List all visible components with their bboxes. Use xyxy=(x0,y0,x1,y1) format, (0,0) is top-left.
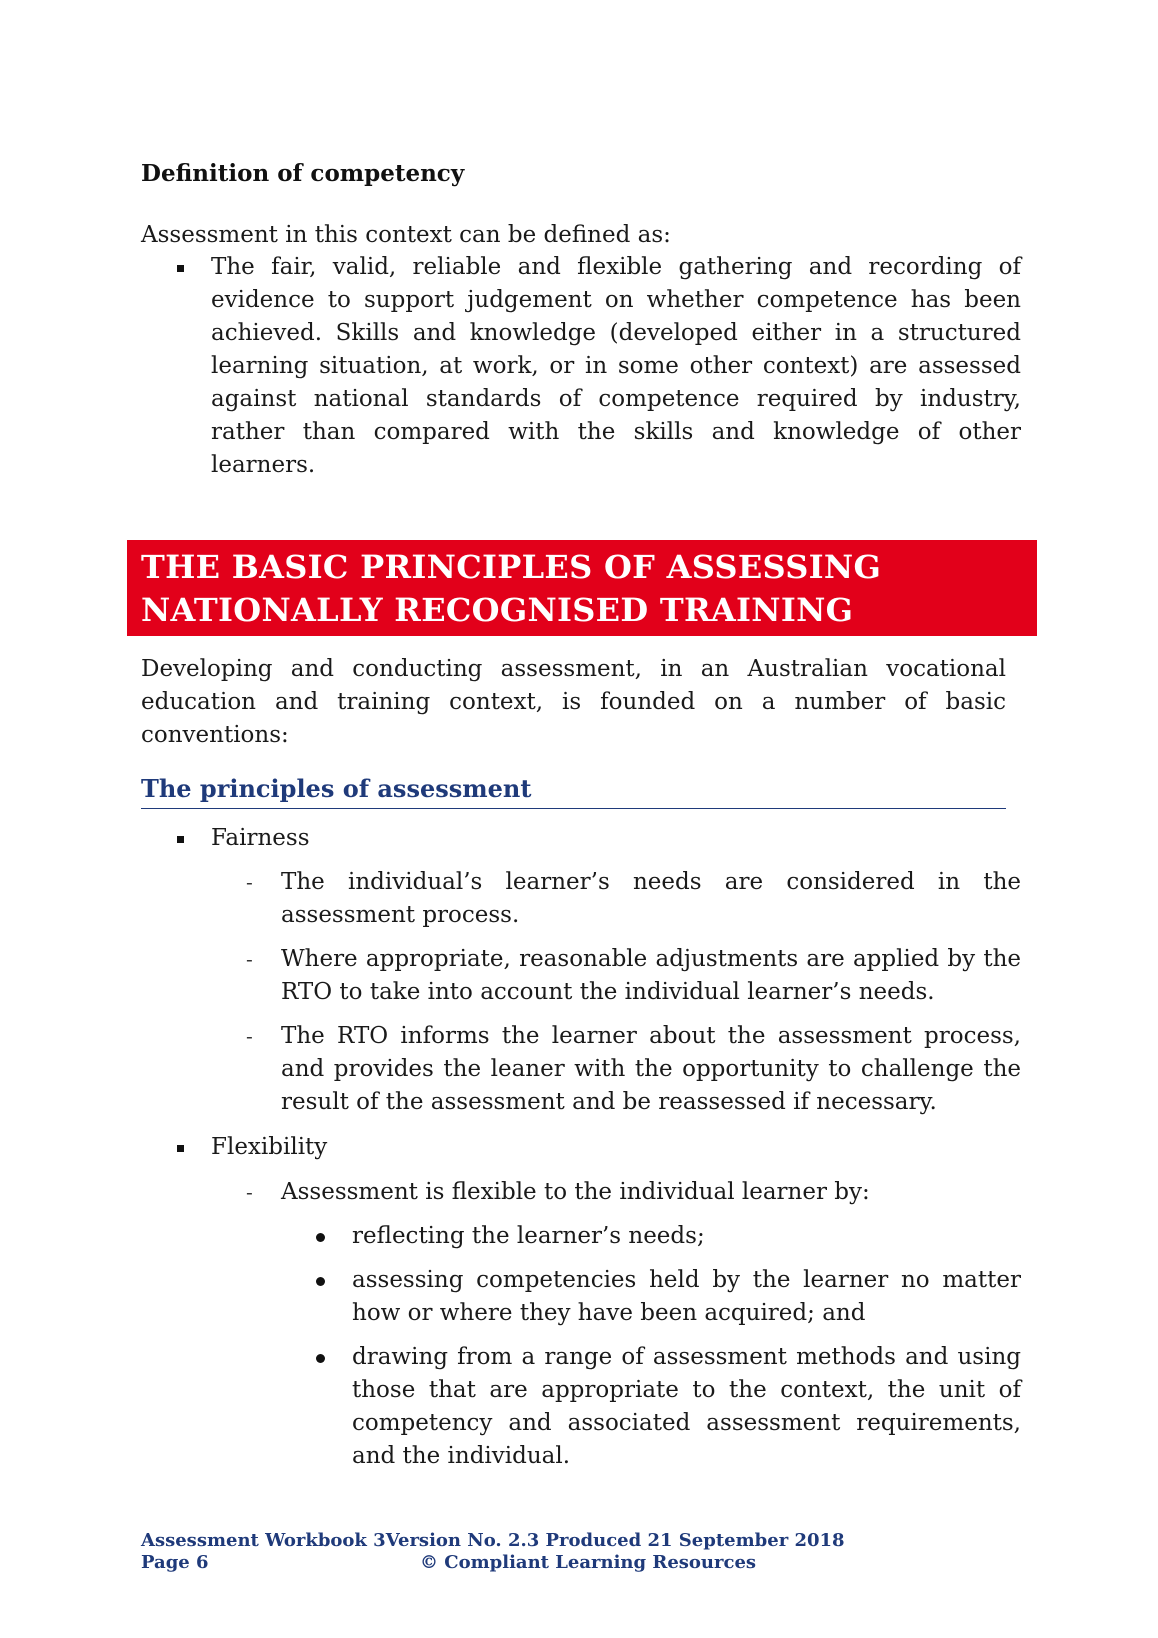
square-bullet-icon xyxy=(177,1145,184,1152)
square-bullet-icon xyxy=(177,265,184,272)
fairness-point-1-text: The individual’s learner’s needs are considered in the assessment process. xyxy=(281,869,1021,928)
fairness-point-2-text: Where appropriate, reasonable adjustments are applied by the RTO to take into account the individual learner’s needs. xyxy=(281,946,1021,1005)
principles-heading: The principles of assessment xyxy=(141,774,1006,809)
page-footer xyxy=(141,1530,845,1574)
banner-title-line-2: NATIONALLY RECOGNISED TRAINING xyxy=(141,591,854,629)
section-banner xyxy=(127,540,1037,636)
square-bullet-icon xyxy=(177,836,184,843)
flexibility-subpoint-1-text: reflecting the learner’s needs; xyxy=(352,1223,705,1249)
banner-title-line-1: THE BASIC PRINCIPLES OF ASSESSING xyxy=(141,548,882,586)
page-number: Page 6 xyxy=(141,1552,209,1573)
fairness-point-3-text: The RTO informs the learner about the assessment process, and provides the leaner with the opportunity to challenge the result of the assessment and be reassessed if necessary. xyxy=(281,1023,1021,1115)
intro-paragraph: Developing and conducting assessment, in an Australian vocational education and training context, is founded on a number of basic conventions: xyxy=(141,656,1006,748)
footer-copyright: © Compliant Learning Resources xyxy=(420,1552,757,1573)
definition-title: Definition of competency xyxy=(141,160,465,187)
banner-title xyxy=(141,546,1027,632)
round-bullet-icon xyxy=(316,1354,325,1363)
dash-icon: - xyxy=(246,1180,253,1204)
round-bullet-icon xyxy=(316,1233,325,1242)
dash-icon: - xyxy=(246,947,253,971)
definition-bullet-text: The fair, valid, reliable and flexible gathering and recording of evidence to support judgement on whether competence has been achieved. Skills and knowledge (developed either in a structured learning situation, at work, or in some other context) are assessed against national standards of competence required by industry, rather than compared with the skills and knowledge of other learners. xyxy=(211,254,1021,478)
flexibility-subpoint-3-text: drawing from a range of assessment methods and using those that are appropriate to the context, the unit of competency and associated assessment requirements, and the individual. xyxy=(352,1344,1021,1469)
flexibility-label: Flexibility xyxy=(211,1134,328,1160)
flexibility-point-text: Assessment is flexible to the individual learner by: xyxy=(281,1179,870,1205)
round-bullet-icon xyxy=(316,1277,325,1286)
footer-workbook-info: Assessment Workbook 3Version No. 2.3 Produced 21 September 2018 xyxy=(141,1530,845,1551)
dash-icon: - xyxy=(246,1024,253,1048)
fairness-label: Fairness xyxy=(211,825,310,851)
flexibility-subpoint-2-text: assessing competencies held by the learner no matter how or where they have been acquired; and xyxy=(352,1267,1021,1326)
definition-intro: Assessment in this context can be defined as: xyxy=(141,222,671,248)
dash-icon: - xyxy=(246,870,253,894)
definition-bullet xyxy=(141,251,1021,478)
